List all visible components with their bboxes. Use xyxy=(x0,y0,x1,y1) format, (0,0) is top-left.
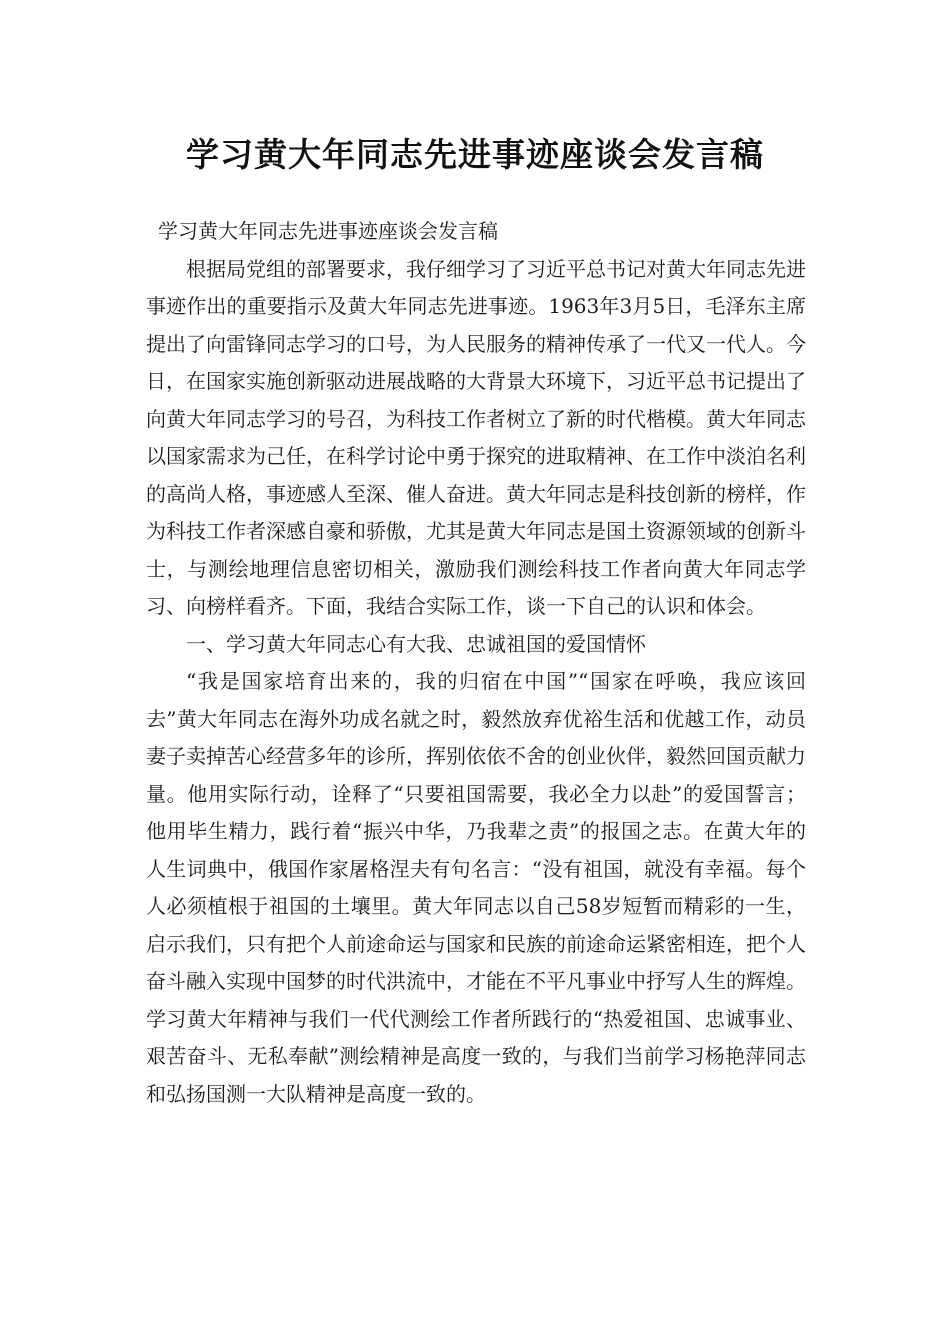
intro-paragraph: 根据局党组的部署要求，我仔细学习了习近平总书记对黄大年同志先进事迹作出的重要指示及黄大年同志先进事迹。1963年3月5日，毛泽东主席提出了向雷锋同志学习的口号，为人民服务的精神传承了一代又一代人。今日，在国家实施创新驱动进展战略的大背景大环境下，习近平总书记提出了向黄大年同志学习的号召，为科技工作者树立了新的时代楷模。黄大年同志以国家需求为己任，在科学讨论中勇于探究的进取精神、在工作中淡泊名利的高尚人格，事迹感人至深、催人奋进。黄大年同志是科技创新的榜样，作为科技工作者深感自豪和骄傲，尤其是黄大年同志是国土资源领域的创新斗士，与测绘地理信息密切相关，激励我们测绘科技工作者向黄大年同志学习、向榜样看齐。下面，我结合实际工作，谈一下自己的认识和体会。 xyxy=(146,256,806,618)
document-body xyxy=(146,213,806,1113)
section-paragraph: “我是国家培育出来的，我的归宿在中国”“国家在呼唤，我应该回去”黄大年同志在海外功成名就之时，毅然放弃优裕生活和优越工作，动员妻子卖掉苦心经营多年的诊所，挥别依依不舍的创业伙伴，毅然回国贡献力量。他用实际行动，诠释了“只要祖国需要，我必全力以赴”的爱国誓言；他用毕生精力，践行着“振兴中华，乃我辈之责”的报国之志。在黄大年的人生词典中，俄国作家屠格涅夫有句名言：“没有祖国，就没有幸福。每个人必须植根于祖国的土壤里。黄大年同志以自己58岁短暂而精彩的一生，启示我们，只有把个人前途命运与国家和民族的前途命运紧密相连，把个人奋斗融入实现中国梦的时代洪流中，才能在不平凡事业中抒写人生的辉煌。学习黄大年精神与我们一代代测绘工作者所践行的“热爱祖国、忠诚事业、艰苦奋斗、无私奉献”测绘精神是高度一致的，与我们当前学习杨艳萍同志和弘扬国测一大队精神是高度一致的。 xyxy=(146,669,806,1106)
section-heading: 一、学习黄大年同志心有大我、忠诚祖国的爱国情怀 xyxy=(186,631,646,656)
document-subtitle: 学习黄大年同志先进事迹座谈会发言稿 xyxy=(158,219,498,243)
document-title: 学习黄大年同志先进事迹座谈会发言稿 xyxy=(186,135,764,174)
